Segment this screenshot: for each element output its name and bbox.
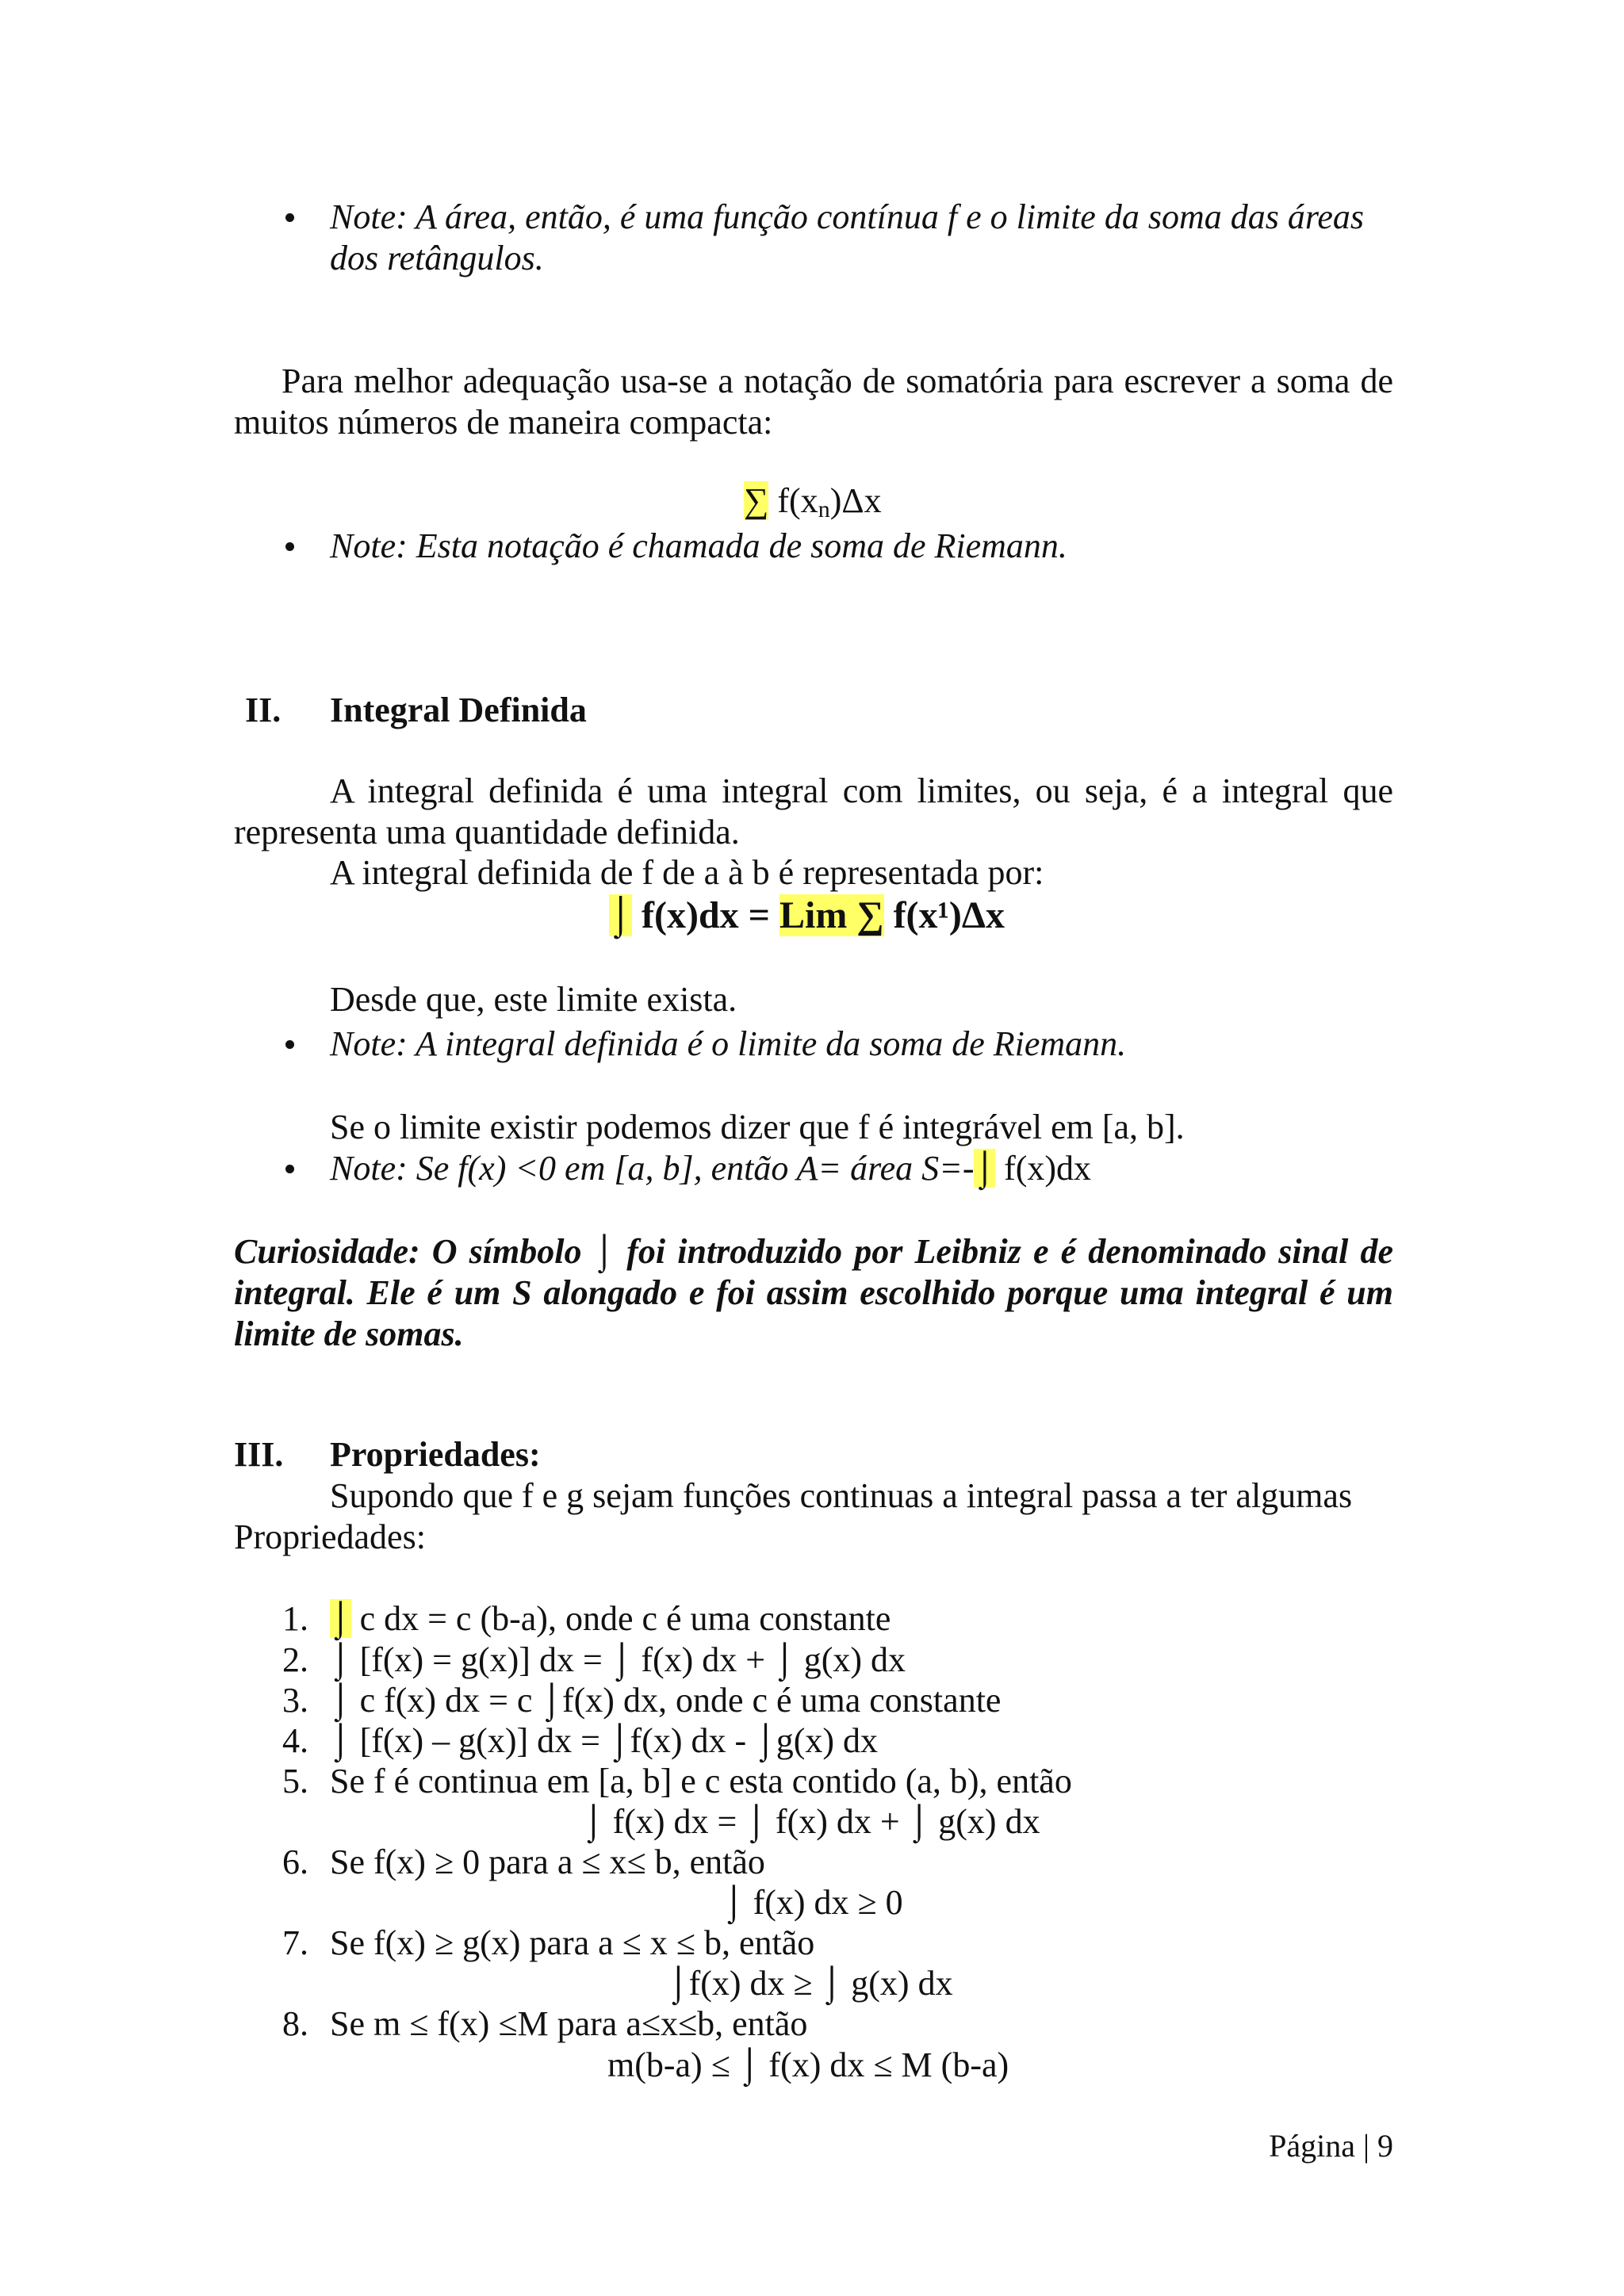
- paragraph-integrable: Se o limite existir podemos dizer que f é integrável em [a, b].: [330, 1108, 1185, 1146]
- section-intro-line2: Propriedades:: [234, 1517, 426, 1556]
- property-number: 3.: [282, 1681, 308, 1720]
- page-number: Página | 9: [1269, 2128, 1393, 2164]
- section-title: Integral Definida: [330, 691, 587, 729]
- property-item: ⌡ [f(x) = g(x)] dx = ⌡ f(x) dx + ⌡ g(x) dx: [330, 1640, 906, 1679]
- note-definite-limit: Note: A integral definida é o limite da soma de Riemann.: [330, 1024, 1127, 1063]
- property-subformula: ⌡ f(x) dx ≥ 0: [723, 1883, 903, 1922]
- property-item: ⌡ [f(x) – g(x)] dx = ⌡f(x) dx - ⌡g(x) dx: [330, 1721, 879, 1760]
- bullet-dot: [285, 542, 294, 551]
- summation-formula: [744, 480, 882, 526]
- property-number: 6.: [282, 1843, 308, 1881]
- sum-formula-body: $f(x_n)\Delta x$: [768, 481, 882, 522]
- property-item: ⌡ c f(x) dx = c ⌡f(x) dx, onde c é uma constante: [330, 1681, 1002, 1720]
- property-item: Se f é continua em [a, b] e c esta contido (a, b), então: [330, 1762, 1072, 1800]
- note-riemann-sum: Note: Esta notação é chamada de soma de Riemann.: [330, 526, 1067, 565]
- note-text: : A área, então, é uma função contínua f e o limite da soma das áreas dos retângulos.: [330, 197, 1364, 277]
- property-number: 5.: [282, 1762, 308, 1800]
- section-numeral: II.: [245, 691, 282, 729]
- section-intro-line1: Supondo que f e g sejam funções continuas a integral passa a ter algumas: [330, 1476, 1353, 1515]
- note-negative-area: Note: Se f(x) <0 em [a, b], então A= área S=-⌡ f(x)dx: [330, 1149, 1092, 1188]
- paragraph-definite-integral: A integral definida é uma integral com limites, ou seja, é a integral que representa uma quantidade definida.: [234, 771, 1393, 851]
- integral-symbol: ⌡: [974, 1149, 996, 1188]
- property-item: Se f(x) ≥ g(x) para a ≤ x ≤ b, então: [330, 1923, 815, 1962]
- property-subformula: ⌡ f(x) dx = ⌡ f(x) dx + ⌡ g(x) dx: [583, 1802, 1040, 1841]
- bullet-dot: [285, 1165, 294, 1173]
- property-item: Se f(x) ≥ 0 para a ≤ x≤ b, então: [330, 1843, 765, 1881]
- section-title: Propriedades:: [330, 1435, 541, 1474]
- section-numeral: III.: [234, 1435, 284, 1474]
- limit-term: Lim ∑: [779, 894, 884, 936]
- paragraph-limit-exists: Desde que, este limite exista.: [330, 980, 737, 1019]
- property-number: 8.: [282, 2004, 308, 2043]
- property-number: 7.: [282, 1923, 308, 1962]
- bullet-dot: [285, 1040, 294, 1049]
- paragraph-representation: A integral definida de f de a à b é representada por:: [330, 853, 1044, 892]
- paragraph-summation: Para melhor adequação usa-se a notação de somatória para escrever a soma de muitos números de maneira compacta:: [234, 362, 1393, 442]
- property-number: 1.: [282, 1599, 308, 1638]
- property-subformula: ⌡f(x) dx ≥ ⌡ g(x) dx: [668, 1964, 953, 2003]
- property-number: 4.: [282, 1721, 308, 1760]
- integral-symbol: ⌡: [330, 1599, 351, 1638]
- sigma-symbol: ∑: [744, 481, 769, 520]
- note-label: Note: [330, 197, 396, 236]
- note-area-continuous: [330, 197, 1392, 279]
- property-number: 2.: [282, 1640, 308, 1679]
- definite-integral-formula: ⌡ f(x)dx = Lim ∑ f(x¹)Δx: [609, 894, 1005, 936]
- property-subformula: m(b-a) ≤ ⌡ f(x) dx ≤ M (b-a): [607, 2045, 1009, 2084]
- curiosity-paragraph: Curiosidade: O símbolo ⌡ foi introduzido por Leibniz e é denominado sinal de integral. Ele é um S alongado e foi assim escolhido porque uma integral é um limite de somas.: [234, 1232, 1393, 1353]
- bullet-dot: [285, 213, 294, 222]
- property-item: ⌡ c dx = c (b-a), onde c é uma constante: [330, 1599, 891, 1638]
- integral-symbol: ⌡: [609, 894, 632, 936]
- property-item: Se m ≤ f(x) ≤M para a≤x≤b, então: [330, 2004, 808, 2043]
